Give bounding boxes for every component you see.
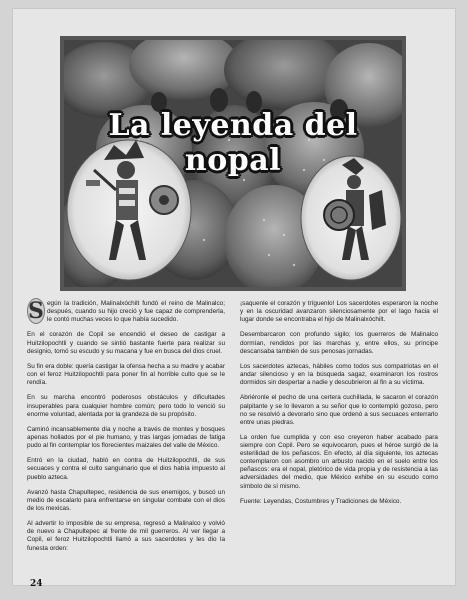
drop-cap: S bbox=[28, 297, 44, 324]
aztec-warrior-left-icon bbox=[67, 140, 191, 280]
right-column bbox=[240, 300, 438, 513]
paragraph: La orden fue cumplida y con eso creyeron haber acabado para siempre con Copil. Pero se equivocaron, pues el héroe surgió de la esterilidad de los peñascos. En efecto, al día siguiente, los aztecas contemplaron con asombro un arbusto nacido en el suelo entre los peñascos: era el nopal, pletórico de vida propia y de resistencia a las adversidades del medio, que México exhibe en su escudo como símbolo de sí mismo. bbox=[240, 433, 438, 490]
paragraph-text: egún la tradición, Malinalxóchilt fundó el reino de Malinalco; después, cuando su hijo creció y fue capaz de comprenderla, le contó muchas veces lo que había sucedido. bbox=[47, 300, 225, 324]
source-citation: Fuente: Leyendas, Costumbres y Tradiciones de México. bbox=[240, 497, 402, 505]
aztec-warrior-right-icon bbox=[301, 156, 401, 280]
paragraph: Desembarcaron con profundo sigilo; los guerreros de Malinalco dormían, rendidos por las marchas y, entre ellos, su príncipe descansaba también de sus penosas jornadas. bbox=[240, 331, 438, 355]
paragraph bbox=[27, 297, 225, 324]
paragraph: En el corazón de Copil se encendió el deseo de castigar a Huitzilopochtli y cuando se sintió bastante fuerte para realizar su designio, tomó su escudo y su macana y fue en busca del dios cruel. bbox=[27, 331, 225, 355]
paragraph: Caminó incansablemente día y noche a través de montes y bosques apenas hollados por el pie humano, y tras largas jornadas de fatiga pudo al fin contemplar los florecientes maizales del valle de México. bbox=[27, 425, 225, 450]
paragraph: Los sacerdotes aztecas, hábiles como todos sus compatriotas en el andar silencioso y en la búsqueda sagaz, examinaron los rostros dormidos sin despertar a nadie y descubrieron al fin a su víctima. bbox=[240, 362, 438, 387]
paragraph: Su fin era doble: quería castigar la ofensa hecha a su madre y acabar con el feroz Huitzilopochtli para poner fin al horrible culto que se le rendía. bbox=[27, 362, 225, 387]
paragraph: Avanzó hasta Chapultepec, residencia de sus enemigos, y buscó un medio de escalarlo para enfrentarse en singular combate con el dios de los mexicas. bbox=[27, 488, 225, 512]
paragraph: Entró en la ciudad, habló en contra de Huitzilopochtli, de sus secuaces y contra el culto sanguinario que el dios había impuesto al pueblo azteca. bbox=[27, 457, 225, 481]
paragraph: Al advertir lo imposible de su empresa, regresó a Malinalco y volvió de nuevo a Chapultepec al frente de mil guerreros. Al ver llegar a Copil, el feroz Huitzilopochtli llamó a sus sacerdotes y les dio la funesta orden: bbox=[27, 520, 225, 552]
paragraph: ¡saquenle el corazón y tríguenlo! Los sacerdotes esperaron la noche y en la oscuridad avanzaron silenciosamente por el lago hacia el lugar donde se encontraba el hijo de Malinalxóchilt. bbox=[240, 300, 438, 324]
hero-illustration bbox=[60, 36, 406, 291]
page-number: 24 bbox=[30, 579, 43, 589]
paragraph: En su marcha encontró poderosos obstáculos y dificultades insuperables para cualquier hombre común; pero todo lo venció su enorme voluntad, alentada por la grandeza de su propósito. bbox=[27, 394, 225, 418]
article-title: La leyenda del nopal bbox=[108, 108, 358, 178]
paragraph: Abriéronle el pecho de una certera cuchillada, le sacaron el corazón palpitante y se lo llevaron a su señor que lo contempló gozoso, pero no se resolvió a devorarlo sino que ordenó a sus secuaces enterrarlo entre unas piedras. bbox=[240, 394, 438, 426]
nopal-cactus-icon bbox=[64, 40, 402, 287]
left-column bbox=[27, 297, 225, 560]
